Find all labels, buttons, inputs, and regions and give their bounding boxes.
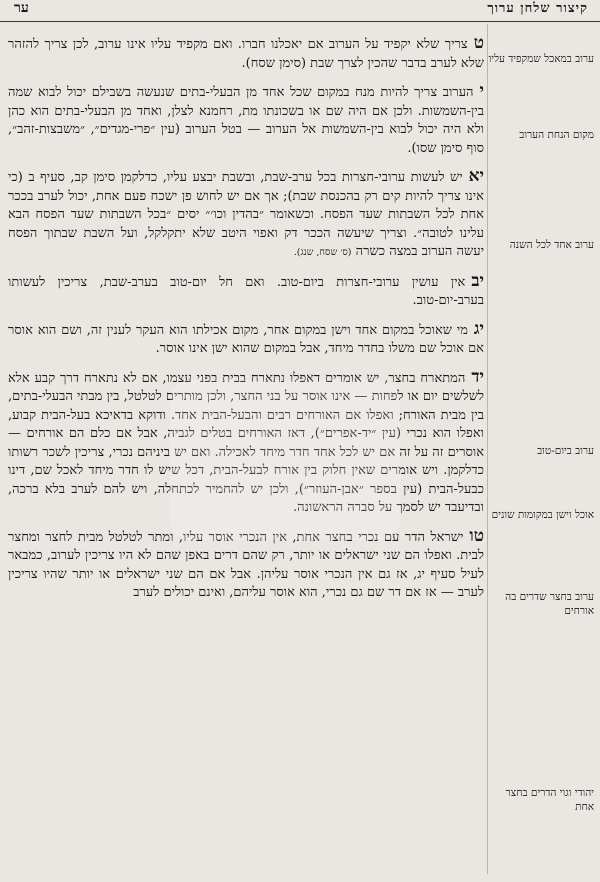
paragraph [8,320,484,359]
running-head [0,0,600,22]
paragraph-text: מי שאוכל במקום אחד וישן במקום אחר, מקום אכילתו הוא העקר לענין זה, ושם הוא אוסר אם אוכל שם משלו בחדר מיחד, אבל במקום שהוא ישן אינו אוסר. [8,322,484,356]
margin-note: ערוב במאכל שמקפיד עליו [488,53,594,65]
paragraph-number: ט [473,34,484,53]
margin-note: אוכל וישן במקומות שונים [491,509,594,521]
paragraph [8,34,484,73]
source-reference: (ס׳ שסח, שנג). [293,247,352,258]
paragraph-number: י [479,81,484,101]
paragraph-text: יש לעשות ערובי-חצרות בכל ערב-שבת, ובשבת יבצע עליו, כדלקמן סימן קב, סעיף ב (כי אינו צריך להיות קים רק בהכנסת שבת); אך אם יש לחוש פן ישכח פעם אחת, יכול לערב בככר אחת לכל השבתות שעד הפסח. וכשאומר ״בהדין וכו׳״ יסים ״בכל השבתות שעד הפסח הבא עלינו לטובה״. וצריך שיעשה הככר דק ואפוי היטב שלא יתקלקל, ועל השבת שבתוך הפסח יעשה הערוב במצה כשרה [8,170,484,259]
paragraph-number: יד [471,366,484,387]
paragraph-number: יא [468,166,484,186]
paragraph-number: טו [469,525,484,546]
paragraph-text: הערוב צריך להיות מנח במקום שכל אחד מן הבעלי-בתים שנעשה בשבילם יכול לבוא שמה בין-השמשות. ולכן אם היה שם או בשכונתו מת, רחמנא לצלן, ואחד מן הבעלי-בתים הוא כהן ולא היה יכול לבוא בין-השמשות אל הערוב — בטל הערוב (עין ״פרי-מגדים״, ״משבצות-זהב״, סוף סימן שסו). [8,85,484,156]
paragraph [8,272,484,311]
margin-note: מקום הנחת הערוב [519,129,594,141]
paragraph-number: יג [473,318,484,339]
page-number: ער [14,0,29,16]
margin-note: יהודי וגוי הדרים בחצר אחת [505,787,594,813]
paragraph-text: אין עושין ערובי-חצרות ביום-טוב. ואם חל יום-טוב בערב-שבת, צריכין לעשותו בערב-יום-טוב. [8,274,484,308]
margin-notes [488,34,594,876]
margin-note: ערוב ביום-טוב [537,445,594,457]
paragraph-number: יב [471,270,484,291]
running-title: קיצור שלחן ערוך [487,1,588,16]
paragraph-text: ישראל הדר עם נכרי בחצר אחת, אין הנכרי אוסר עליו, ומתר לטלטל מבית לחצר ומחצר לבית. ואפלו הם שני ישראלים או יותר, רק שהם דרים באפן שהם לא היו צריכין לערוב, כמבאר לעיל סעיף יג, אז גם אין הנכרי אוסר עליהן. אבל אם הם שני ישראלים או יותר שהיו צריכין לערב — אז אם דר שם גם נכרי, הוא אוסר עליהם, ואינם יכולים לערב [8,529,484,600]
paragraph [8,167,484,263]
margin-note: ערוב אחד לכל השנה [509,239,594,251]
paragraph [8,82,484,158]
paragraph-text: צריך שלא יקפיד על הערוב אם יאכלנו חברו. ואם מקפיד עליו אינו ערוב, לכן צריך להזהר שלא לערב בדבר שהכין לצרך שבת (סימן שסח). [8,37,484,71]
paragraph [8,527,484,603]
main-text [8,34,484,876]
margin-note: ערוב בחצר שדרים בה אורחים [505,591,594,617]
paragraph-text: המתארח בחצר, יש אומרים דאפלו נתארח בבית בפני עצמו, אם לא נתארח דרך קבע אלא לשלשים יום או לפחות — אינו אוסר על בני החצר, ולכן מותרים לטלטל, בין מבתי הבעלי-בתים, בין מבית האורח; ואפלו אם האורחים רבים והבעל-הבית אחד. ודוקא בדאיכא בעל-הבית קבוע, ואפלו הוא נכרי (עין ״יד-אפרים״), דאז האורחים בטלים לגביה, אבל אם כלם הם אורחים — אוסרים זה על זה אם יש לכל אחד חדר מיחד לאכילה. ואם יש ביניהם נכרי, צריכין לשכר רשותו כדלקמן. ויש אומרים שאין חלוק בין אורח לבעל-הבית, דכל שיש לו חדר מיחד לאכל שם, דינו כבעל-הבית (עין בספר ״אבן-העוזר״), ולכן יש להחמיר לכתחלה, ויש להם לערב בלא ברכה, ובדיעבד יש לסמך על סברה הראשונה. [8,370,484,515]
paragraph [8,368,484,518]
